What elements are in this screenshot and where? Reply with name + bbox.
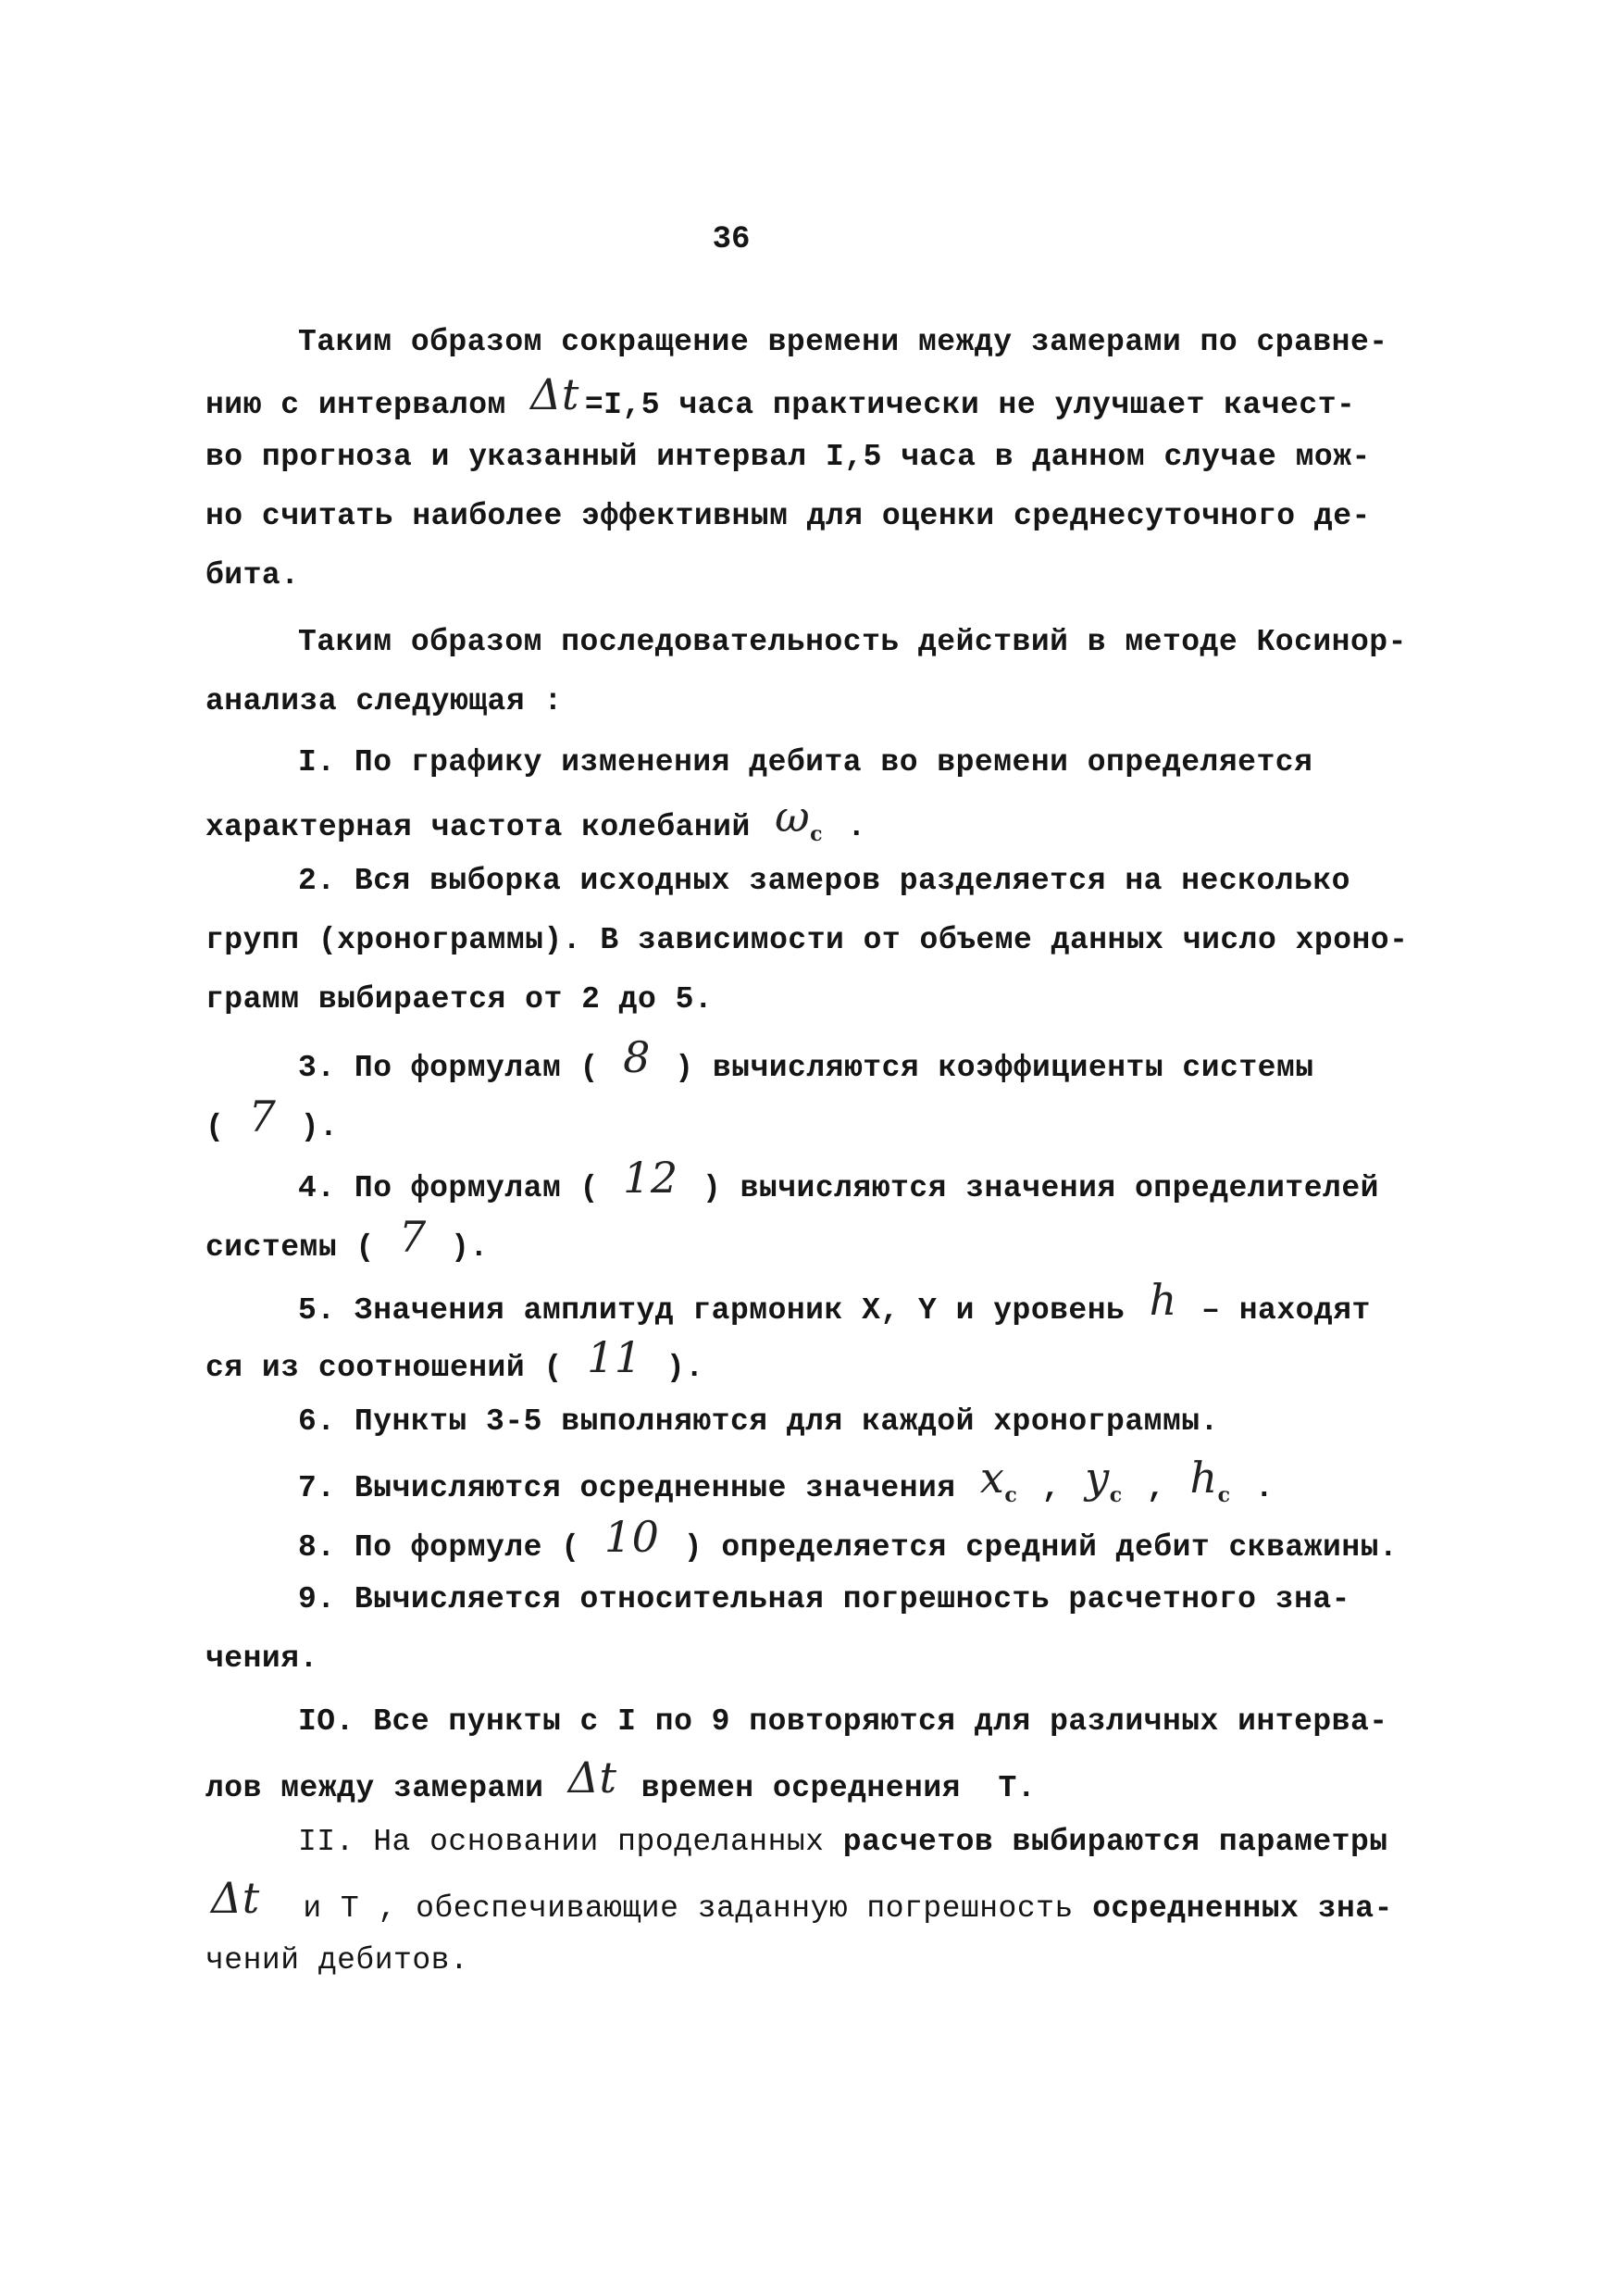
avg-h-subscript: c xyxy=(1217,1483,1231,1508)
step8-text-a: 8. По формуле ( xyxy=(298,1530,599,1565)
step10-text-b: времен осреднения T. xyxy=(622,1771,1037,1805)
para1-line5: бита. xyxy=(205,558,300,593)
avg-h-handwritten xyxy=(1185,1453,1237,1508)
para2-line1: Таким образом последовательность действий в методе Косинор- xyxy=(298,625,1407,659)
step11-line2 xyxy=(205,1873,1393,1926)
formula-ref-10: 10 xyxy=(603,1512,660,1562)
step11-line3: чений дебитов. xyxy=(205,1943,469,1978)
step7-line xyxy=(298,1453,1275,1508)
avg-y-symbol: y xyxy=(1085,1453,1110,1503)
formula-ref-7: 7 xyxy=(248,1092,277,1142)
step8-text-b: ) определяется средний дебит скважины. xyxy=(665,1530,1399,1565)
step6-line: 6. Пункты 3-5 выполняются для каждой хронограммы. xyxy=(298,1404,1219,1439)
delta-t-handwritten: Δt xyxy=(530,369,579,419)
step3-text-c: ( xyxy=(205,1110,243,1144)
step4-text-d: ). xyxy=(431,1230,489,1265)
step7-sep2: , xyxy=(1127,1471,1185,1505)
step2-line2: групп (хронограммы). В зависимости от объеме данных число хроно- xyxy=(205,923,1409,957)
delta-t-handwritten-3: Δt xyxy=(211,1873,260,1923)
step2-line3: грамм выбирается от 2 до 5. xyxy=(205,982,714,1017)
step9-line2: чения. xyxy=(205,1641,318,1676)
avg-y-subscript: c xyxy=(1109,1483,1123,1508)
step9-line1: 9. Вычисляется относительная погрешность расчетного зна- xyxy=(298,1582,1350,1616)
para2-line2: анализа следующая : xyxy=(205,684,563,718)
formula-ref-11: 11 xyxy=(587,1332,642,1382)
step10-line1: IO. Все пункты с I по 9 повторяются для различных интерва- xyxy=(298,1704,1388,1739)
step4-line1 xyxy=(298,1153,1379,1205)
step1-line2 xyxy=(205,792,866,847)
step11-text-b: расчетов выбираются параметры xyxy=(842,1825,1388,1859)
step10-line2 xyxy=(205,1753,1037,1805)
step7-text: 7. Вычисляются осредненные значения xyxy=(298,1471,975,1505)
step11-line1 xyxy=(298,1820,1388,1865)
step1-line2-end: . xyxy=(828,810,866,844)
para1-line3: во прогноза и указанный интервал I,5 часа в данном случае мож- xyxy=(205,440,1371,474)
para1-line4: но считать наиболее эффективным для оценки среднесуточного де- xyxy=(205,499,1371,533)
step3-text-a: 3. По формулам ( xyxy=(298,1051,618,1085)
avg-h-symbol: h xyxy=(1189,1453,1218,1503)
omega-c-handwritten xyxy=(769,792,828,847)
avg-x-symbol: x xyxy=(979,1453,1005,1503)
para1-line2-text-b: =I,5 часа практически не улучшает качест- xyxy=(584,388,1356,422)
step4-text-c: системы ( xyxy=(205,1230,394,1265)
avg-x-subscript: c xyxy=(1004,1483,1018,1508)
step5-line2 xyxy=(205,1332,704,1385)
step11-text-c: и T , обеспечивающие заданную погрешность xyxy=(265,1891,1093,1926)
omega-subscript: c xyxy=(810,822,824,847)
step1-line2-text: характерная частота колебаний xyxy=(205,810,770,844)
delta-t-handwritten-2: Δt xyxy=(567,1753,617,1803)
step7-sep1: , xyxy=(1023,1471,1080,1505)
step5-text-d: ). xyxy=(647,1351,704,1385)
step4-line2 xyxy=(205,1212,489,1265)
step4-text-a: 4. По формулам ( xyxy=(298,1171,618,1205)
step11-text-a: II. На основании проделанных xyxy=(298,1825,843,1859)
omega-symbol: ω xyxy=(775,792,811,842)
para1-line1: Таким образом сокращение времени между замерами по сравне- xyxy=(298,325,1388,359)
step5-line1 xyxy=(298,1275,1371,1328)
step5-text-a: 5. Значения амплитуд гармоник X, Y и уровень xyxy=(298,1293,1144,1328)
para1-line2-text-a: нию с интервалом xyxy=(205,388,526,422)
step10-text-a: лов между замерами xyxy=(205,1771,563,1805)
step5-text-c: ся из соотношений ( xyxy=(205,1351,582,1385)
step3-line2 xyxy=(205,1092,339,1144)
page-number: 36 xyxy=(712,222,751,257)
step3-line1 xyxy=(298,1032,1314,1085)
step7-end: . xyxy=(1236,1471,1275,1505)
step3-text-b: ) вычисляются коэффициенты системы xyxy=(655,1051,1314,1085)
step8-line xyxy=(298,1512,1399,1565)
avg-x-handwritten xyxy=(975,1453,1023,1508)
step1-line1: I. По графику изменения дебита во времени определяется xyxy=(298,745,1313,780)
step11-text-d: осредненных зна- xyxy=(1092,1891,1393,1926)
level-h-handwritten: h xyxy=(1149,1275,1177,1325)
step5-text-b: – находят xyxy=(1182,1293,1371,1328)
formula-ref-7b: 7 xyxy=(399,1212,427,1262)
formula-ref-8: 8 xyxy=(623,1032,651,1082)
avg-y-handwritten xyxy=(1079,1453,1127,1508)
step2-line1: 2. Вся выборка исходных замеров разделяется на несколько xyxy=(298,864,1350,898)
step3-text-d: ). xyxy=(281,1110,339,1144)
para1-line2 xyxy=(205,369,1356,422)
formula-ref-12: 12 xyxy=(623,1153,678,1203)
step4-text-b: ) вычисляются значения определителей xyxy=(683,1171,1379,1205)
